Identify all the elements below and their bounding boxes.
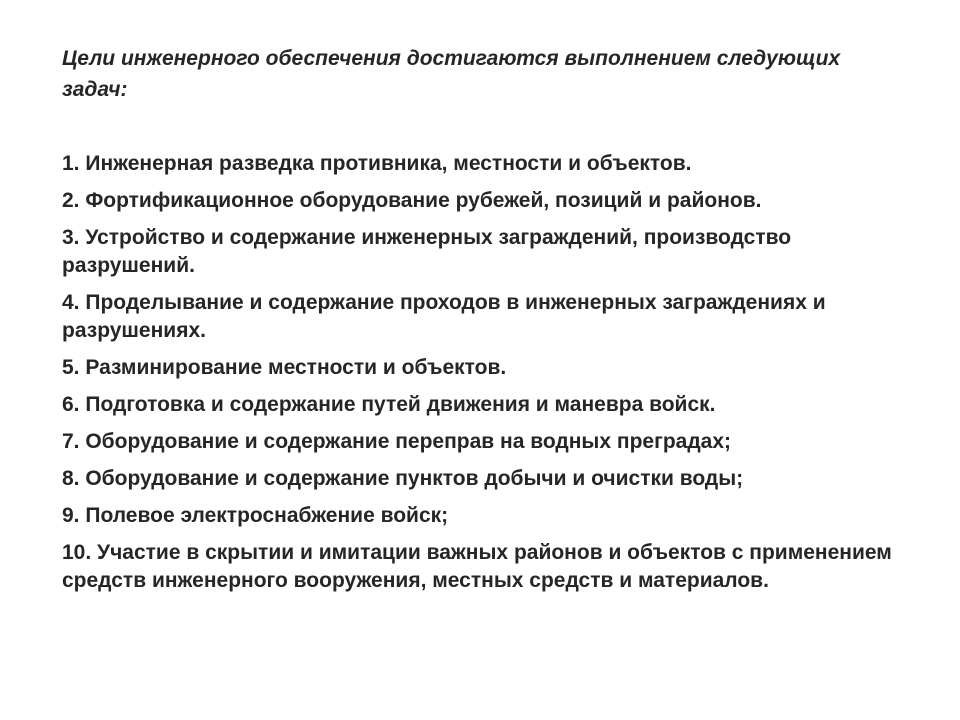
task-item-1: 1. Инженерная разведка противника, местности и объектов. (62, 152, 692, 175)
task-item-10: 10. Участие в скрытии и имитации важных районов и объектов с применением средств инженерного вооружения, местных средств и материалов. (62, 541, 892, 592)
task-item-9: 9. Полевое электроснабжение войск; (62, 504, 449, 527)
task-item-5: 5. Разминирование местности и объектов. (62, 356, 507, 379)
task-item-2: 2. Фортификационное оборудование рубежей, позиций и районов. (62, 189, 762, 212)
task-item-6: 6. Подготовка и содержание путей движения и маневра войск. (62, 393, 716, 416)
task-item-7: 7. Оборудование и содержание переправ на водных преградах; (62, 430, 732, 453)
task-item-8: 8. Оборудование и содержание пунктов добычи и очистки воды; (62, 467, 744, 490)
task-list (62, 150, 902, 604)
task-item-3: 3. Устройство и содержание инженерных заграждений, производство разрушений. (62, 226, 792, 277)
slide-intro: Цели инженерного обеспечения достигаются выполнением следующих задач: (62, 47, 841, 101)
task-item-4: 4. Проделывание и содержание проходов в инженерных заграждениях и разрушениях. (62, 291, 826, 342)
